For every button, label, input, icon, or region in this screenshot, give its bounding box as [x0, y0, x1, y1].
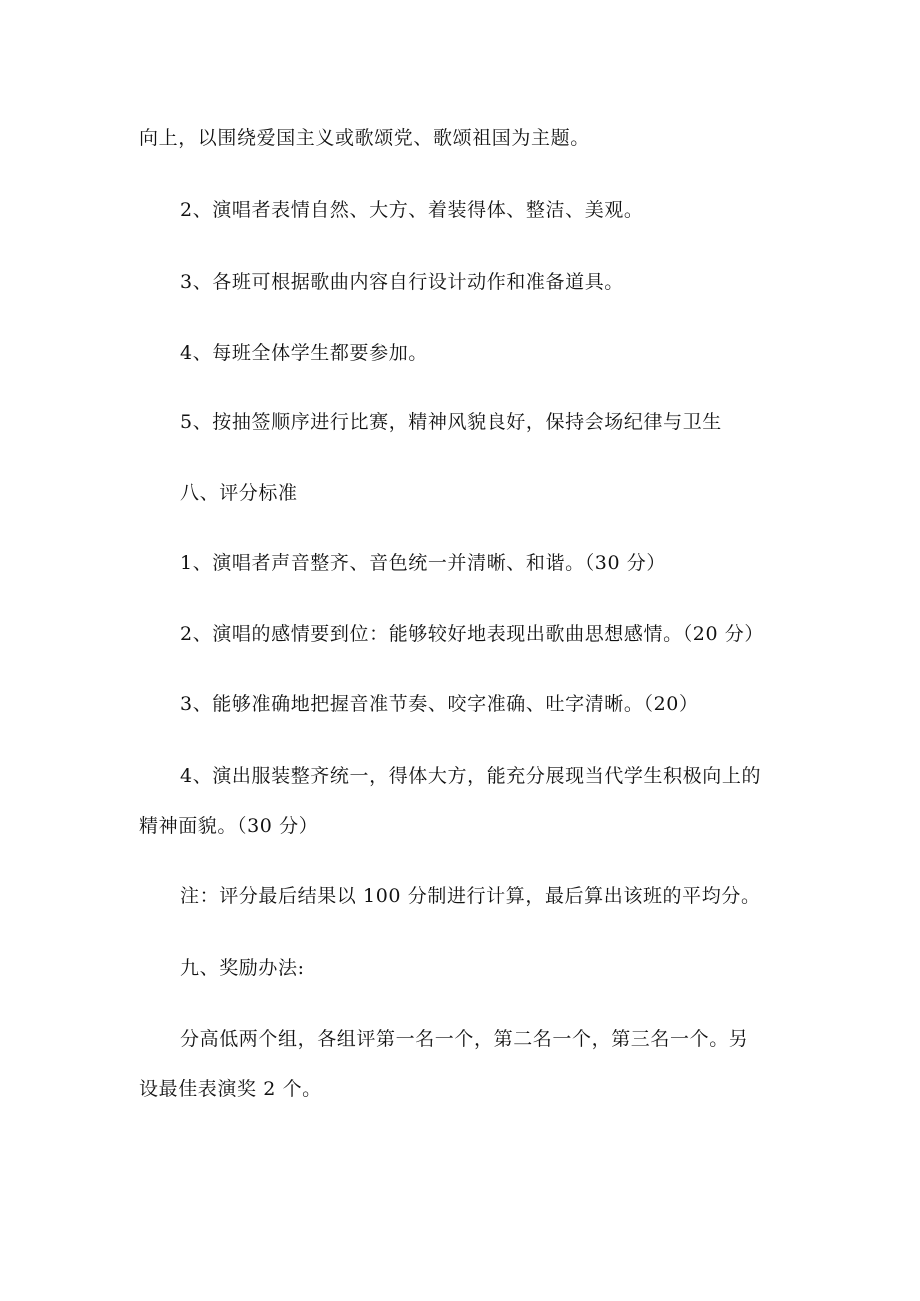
awards-paragraph: 分高低两个组，各组评第一名一个，第二名一个，第三名一个。另 [180, 1028, 749, 1050]
requirement-item-3: 3、各班可根据歌曲内容自行设计动作和准备道具。 [180, 271, 624, 293]
scoring-note: 注：评分最后结果以 100 分制进行计算，最后算出该班的平均分。 [180, 885, 761, 907]
scoring-item-3: 3、能够准确地把握音准节奏、咬字准确、吐字清晰。（20） [180, 693, 699, 715]
awards-paragraph-continued: 设最佳表演奖 2 个。 [139, 1078, 322, 1100]
paragraph-continuation: 向上，以围绕爱国主义或歌颂党、歌颂祖国为主题。 [139, 127, 590, 149]
scoring-item-1: 1、演唱者声音整齐、音色统一并清晰、和谐。（30 分） [180, 552, 667, 574]
requirement-item-5: 5、按抽签顺序进行比赛，精神风貌良好，保持会场纪律与卫生 [180, 411, 722, 433]
scoring-item-2: 2、演唱的感情要到位：能够较好地表现出歌曲思想感情。（20 分） [180, 623, 765, 645]
requirement-item-2: 2、演唱者表情自然、大方、着装得体、整洁、美观。 [180, 199, 644, 221]
requirement-item-4: 4、每班全体学生都要参加。 [180, 342, 428, 364]
section-heading-awards: 九、奖励办法: [180, 957, 305, 979]
scoring-item-4: 4、演出服装整齐统一，得体大方，能充分展现当代学生积极向上的 [180, 765, 762, 787]
section-heading-scoring: 八、评分标准 [180, 482, 298, 504]
scoring-item-4-continued: 精神面貌。（30 分） [139, 815, 319, 837]
